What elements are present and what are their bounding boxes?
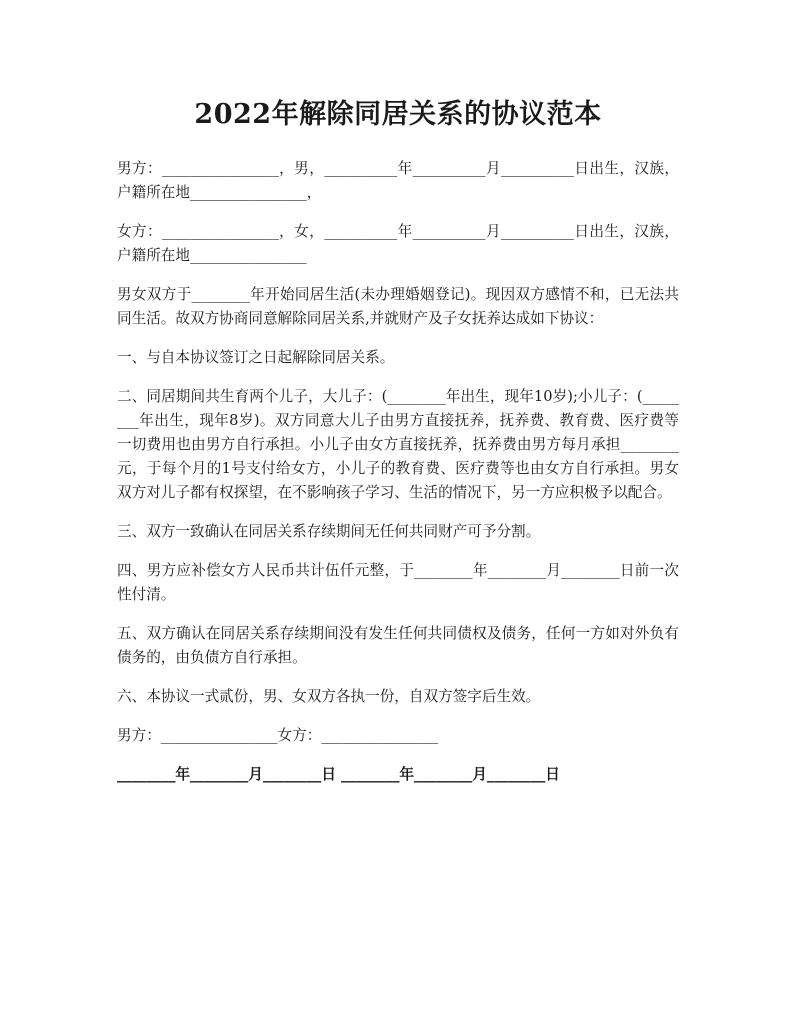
clause-1: 一、与自本协议签订之日起解除同居关系。 xyxy=(117,349,395,366)
paragraph-preamble: 男女双方于________年开始同居生活(未办理婚姻登记)。现因双方感情不和，已无法共同生活。故双方协商同意解除同居关系,并就财产及子女抚养达成如下协议： xyxy=(117,286,679,327)
clause-5: 五、双方确认在同居关系存续期间没有发生任何共同债权及债务，任何一方如对外负有债务的，由负债方自行承担。 xyxy=(117,625,679,666)
document-title: 2022年解除同居关系的协议范本 xyxy=(194,99,602,130)
paragraph-male-party: 男方：________________，男，__________年__________月__________日出生，汉族，户籍所在地________________， xyxy=(117,160,679,201)
document-page xyxy=(117,92,679,787)
signature-line: 男方：________________女方：________________ xyxy=(117,727,439,744)
signature-dates: ________年________月________日 ________年________月________日 xyxy=(117,766,560,783)
paragraph-female-party: 女方：________________，女，__________年__________月__________日出生，汉族，户籍所在地________________ xyxy=(117,223,679,264)
clause-3: 三、双方一致确认在同居关系存续期间无任何共同财产可予分割。 xyxy=(117,523,541,540)
clause-6: 六、本协议一式贰份，男、女双方各执一份，自双方签字后生效。 xyxy=(117,688,541,705)
clause-2: 二、同居期间共生育两个儿子，大儿子：(________年出生，现年10岁);小儿子：(________年出生，现年8岁)。双方同意大儿子由男方直接抚养，抚养费、教育费、医疗费等一切费用也由男方自行承担。小儿子由女方直接抚养，抚养费由男方每月承担________元，于每个月的1号支付给女方，小儿子的教育费、医疗费等也由女方自行承担。男女双方对儿子都有权探望，在不影响孩子学习、生活的情况下，另一方应积极予以配合。 xyxy=(117,388,679,501)
clause-4: 四、男方应补偿女方人民币共计伍仟元整，于________年________月________日前一次性付清。 xyxy=(117,562,679,603)
